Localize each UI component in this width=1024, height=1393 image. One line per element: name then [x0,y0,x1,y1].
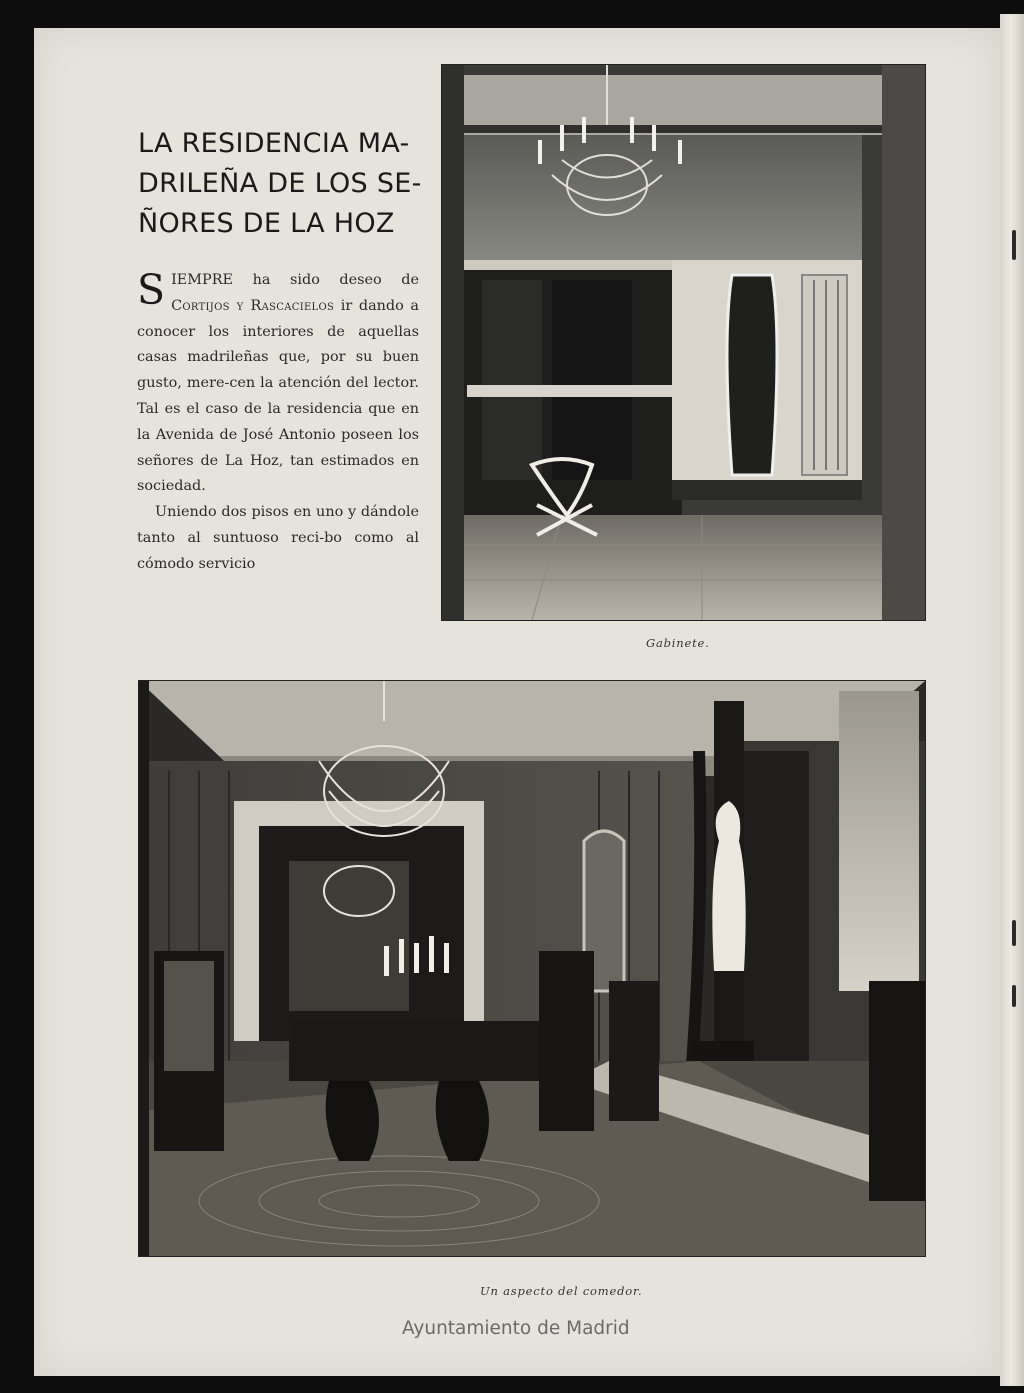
page-edge-mark [1012,230,1016,260]
magazine-name: Cortijos y Rascacielos [171,297,335,314]
caption-comedor: Un aspecto del comedor. [480,1284,643,1298]
caption-gabinete: Gabinete. [646,636,710,650]
drop-cap: S [137,266,166,314]
paragraph-1 [137,268,419,500]
magazine-page [34,28,1000,1376]
article-title: LA RESIDENCIA MA-DRILEÑA DE LOS SE-ÑORES DE LA HOZ [138,128,422,239]
article-body [137,268,419,578]
photo-comedor-drawing [139,681,925,1256]
photo-gabinete [441,64,926,621]
paragraph-2: Uniendo dos pisos en uno y dándole tanto al suntuoso reci-bo como al cómodo servicio [137,504,419,572]
photo-comedor [138,680,926,1257]
paragraph-1-lead: IEMPRE ha sido deseo de [171,272,419,288]
paragraph-1-rest: ir dando a conocer los interiores de aquellas casas madrileñas que, por su buen gusto, mere-cen la atención del lector. Tal es el caso de la residencia que en la Avenida de José Antonio poseen los señores de La Hoz, tan estimados en sociedad. [137,297,419,495]
page-edge-mark [1012,920,1016,946]
photo-gabinete-drawing [442,65,925,620]
watermark: Ayuntamiento de Madrid [402,1318,630,1339]
page-edge-mark [1012,985,1016,1007]
page-edge [1000,14,1024,1386]
